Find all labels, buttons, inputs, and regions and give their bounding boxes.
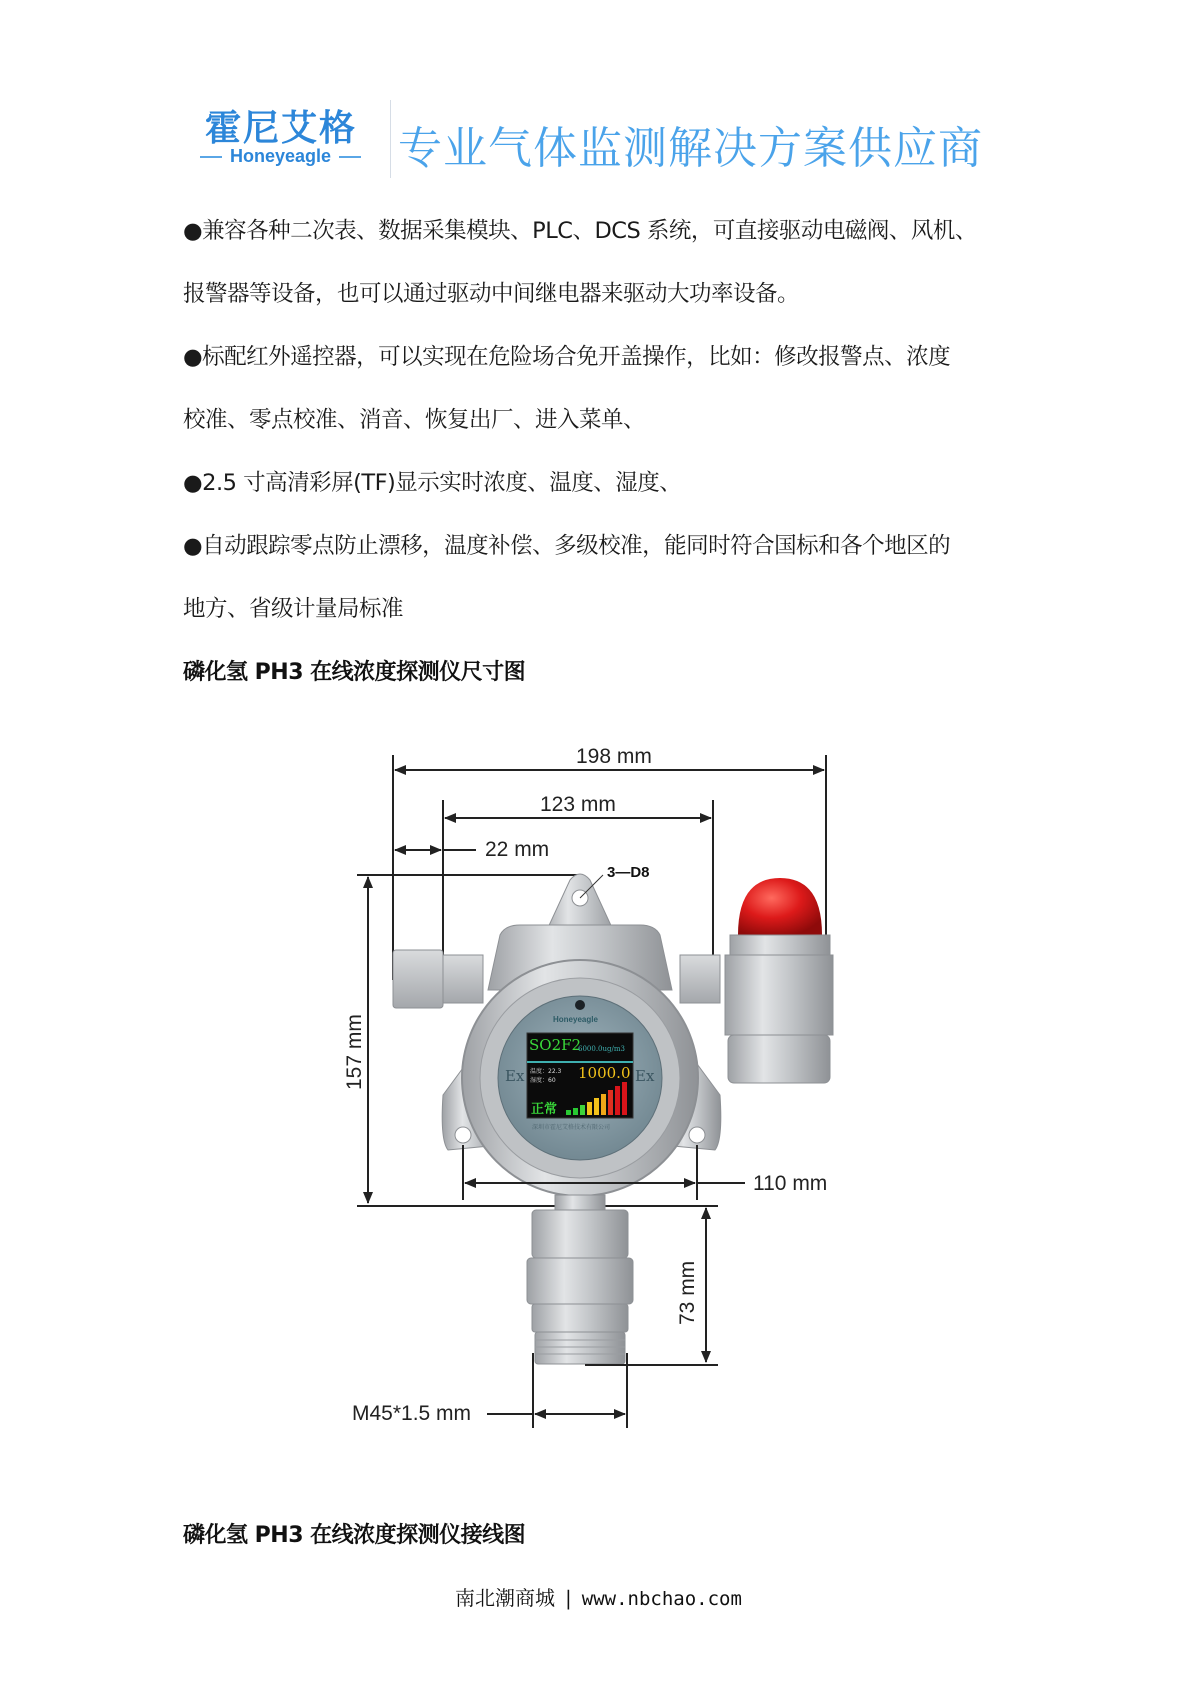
footer	[455, 1582, 742, 1611]
logo-english-text: Honeyeagle	[230, 146, 332, 166]
screen-status: 正常	[531, 1102, 558, 1117]
ex-mark-right: Ex	[635, 1067, 655, 1085]
dim-sensor-length: 73 mm	[676, 1260, 699, 1325]
screen-range: 6000.0ug/m3	[578, 1045, 625, 1053]
section-title-wiring: 磷化氢 PH3 在线浓度探测仪接线图	[183, 1523, 526, 1548]
screen-gas-name: SO2F2	[529, 1036, 582, 1054]
dim-fitting-offset: 22 mm	[485, 838, 550, 861]
paragraph-line: 校准、零点校准、消音、恢复出厂、进入菜单、	[183, 407, 646, 433]
screen-temperature: 温度：22.3	[530, 1068, 562, 1075]
paragraph-line: ●兼容各种二次表、数据采集模块、PLC、DCS 系统，可直接驱动电磁阀、风机、	[183, 218, 977, 244]
footer-site-name: 南北潮商城	[455, 1586, 555, 1610]
device-brand: Honeyeagle	[553, 1015, 598, 1024]
dim-height: 157 mm	[343, 1014, 366, 1090]
footer-url-link[interactable]: www.nbchao.com	[581, 1588, 742, 1610]
paragraph-line: ●标配红外遥控器，可以实现在危险场合免开盖操作，比如：修改报警点、浓度	[183, 344, 951, 370]
section-title-dimensions: 磷化氢 PH3 在线浓度探测仪尺寸图	[183, 660, 526, 685]
header-slogan: 专业气体监测解决方案供应商	[398, 123, 983, 174]
paragraph-line: 报警器等设备，也可以通过驱动中间继电器来驱动大功率设备。	[183, 281, 800, 307]
paragraph-line: 地方、省级计量局标准	[183, 596, 404, 622]
dim-thread: M45*1.5 mm	[352, 1402, 472, 1425]
screen-humidity: 湿度：60	[530, 1077, 556, 1084]
paragraph-line: ●自动跟踪零点防止漂移，温度补偿、多级校准，能同时符合国标和各个地区的	[183, 533, 951, 559]
dim-hole-spacing: 110 mm	[753, 1172, 828, 1195]
screen-reading: 1000.0	[578, 1064, 631, 1082]
dim-body-width: 123 mm	[540, 793, 616, 816]
dim-mount-holes: 3—D8	[607, 864, 650, 881]
dim-overall-width: 198 mm	[576, 745, 652, 768]
footer-separator: |	[565, 1586, 572, 1610]
device-maker: 深圳市霍尼艾格技术有限公司	[532, 1124, 611, 1131]
logo-chinese: 霍尼艾格	[205, 108, 358, 149]
ex-mark-left: Ex	[505, 1067, 525, 1085]
paragraph-line: ●2.5 寸高清彩屏(TF)显示实时浓度、温度、湿度、	[183, 470, 682, 496]
